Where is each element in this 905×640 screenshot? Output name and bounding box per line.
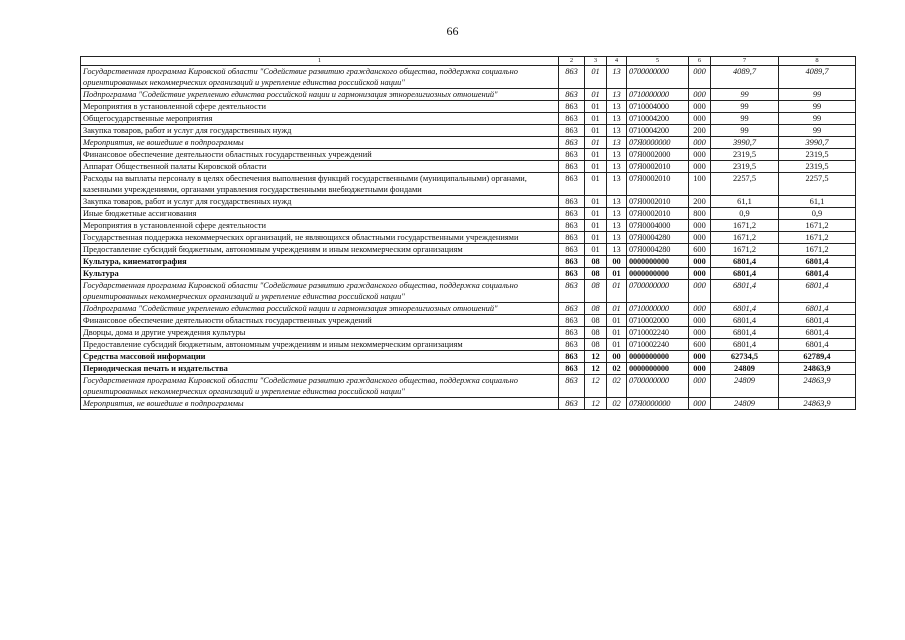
row-target-article-cell: 0710004200 xyxy=(627,125,689,137)
row-subsection-cell: 13 xyxy=(607,161,627,173)
row-name-cell: Государственная поддержка некоммерческих организаций, не являющихся областными государственными учреждениями xyxy=(81,232,559,244)
row-target-article-cell: 07Я0002010 xyxy=(627,196,689,208)
budget-table xyxy=(80,56,856,410)
row-amount-2-cell: 99 xyxy=(779,113,856,125)
table-row xyxy=(81,327,856,339)
row-amount-2-cell: 6801,4 xyxy=(779,268,856,280)
row-admin-code-cell: 863 xyxy=(559,244,585,256)
row-admin-code-cell: 863 xyxy=(559,137,585,149)
row-section-cell: 08 xyxy=(585,315,607,327)
row-admin-code-cell: 863 xyxy=(559,351,585,363)
row-section-cell: 08 xyxy=(585,256,607,268)
row-expense-type-cell: 000 xyxy=(689,66,711,89)
row-amount-1-cell: 99 xyxy=(711,125,779,137)
row-amount-1-cell: 1671,2 xyxy=(711,232,779,244)
table-row xyxy=(81,173,856,196)
row-subsection-cell: 01 xyxy=(607,268,627,280)
row-subsection-cell: 13 xyxy=(607,220,627,232)
header-cell-8: 8 xyxy=(779,57,856,66)
row-section-cell: 01 xyxy=(585,196,607,208)
row-amount-1-cell: 2257,5 xyxy=(711,173,779,196)
row-amount-2-cell: 6801,4 xyxy=(779,280,856,303)
row-amount-1-cell: 2319,5 xyxy=(711,161,779,173)
row-name-cell: Иные бюджетные ассигнования xyxy=(81,208,559,220)
table-row xyxy=(81,208,856,220)
row-section-cell: 01 xyxy=(585,125,607,137)
row-section-cell: 01 xyxy=(585,173,607,196)
row-amount-1-cell: 3990,7 xyxy=(711,137,779,149)
row-target-article-cell: 0710000000 xyxy=(627,89,689,101)
row-section-cell: 01 xyxy=(585,208,607,220)
row-name-cell: Дворцы, дома и другие учреждения культуры xyxy=(81,327,559,339)
row-admin-code-cell: 863 xyxy=(559,101,585,113)
row-subsection-cell: 13 xyxy=(607,173,627,196)
row-section-cell: 01 xyxy=(585,149,607,161)
row-subsection-cell: 01 xyxy=(607,303,627,315)
row-expense-type-cell: 200 xyxy=(689,196,711,208)
row-subsection-cell: 13 xyxy=(607,89,627,101)
page-number: 66 xyxy=(446,24,459,38)
row-amount-1-cell: 6801,4 xyxy=(711,327,779,339)
row-expense-type-cell: 000 xyxy=(689,161,711,173)
row-admin-code-cell: 863 xyxy=(559,89,585,101)
row-amount-2-cell: 99 xyxy=(779,89,856,101)
row-section-cell: 01 xyxy=(585,66,607,89)
row-section-cell: 01 xyxy=(585,101,607,113)
row-name-cell: Предоставление субсидий бюджетным, автономным учреждениям и иным некоммерческим организациям xyxy=(81,244,559,256)
row-amount-1-cell: 24809 xyxy=(711,398,779,410)
row-section-cell: 01 xyxy=(585,232,607,244)
row-section-cell: 12 xyxy=(585,375,607,398)
row-target-article-cell: 07Я0002010 xyxy=(627,208,689,220)
row-amount-2-cell: 2319,5 xyxy=(779,149,856,161)
row-subsection-cell: 00 xyxy=(607,256,627,268)
row-amount-2-cell: 99 xyxy=(779,101,856,113)
row-admin-code-cell: 863 xyxy=(559,208,585,220)
row-name-cell: Подпрограмма "Содействие укреплению единства российской нации и гармонизация этнорелигиозных отношений" xyxy=(81,89,559,101)
row-expense-type-cell: 000 xyxy=(689,101,711,113)
row-expense-type-cell: 000 xyxy=(689,268,711,280)
row-expense-type-cell: 100 xyxy=(689,173,711,196)
row-amount-1-cell: 6801,4 xyxy=(711,303,779,315)
row-amount-1-cell: 6801,4 xyxy=(711,268,779,280)
row-subsection-cell: 13 xyxy=(607,208,627,220)
row-name-cell: Закупка товаров, работ и услуг для государственных нужд xyxy=(81,125,559,137)
row-name-cell: Мероприятия, не вошедшие в подпрограммы xyxy=(81,398,559,410)
header-row xyxy=(81,57,856,66)
row-admin-code-cell: 863 xyxy=(559,256,585,268)
row-expense-type-cell: 000 xyxy=(689,89,711,101)
table-row xyxy=(81,101,856,113)
row-target-article-cell: 0710004200 xyxy=(627,113,689,125)
header-cell-4: 4 xyxy=(607,57,627,66)
row-amount-1-cell: 6801,4 xyxy=(711,280,779,303)
table-row xyxy=(81,66,856,89)
row-admin-code-cell: 863 xyxy=(559,375,585,398)
row-target-article-cell: 07Я0002010 xyxy=(627,173,689,196)
row-amount-1-cell: 6801,4 xyxy=(711,315,779,327)
row-amount-2-cell: 99 xyxy=(779,125,856,137)
row-amount-1-cell: 1671,2 xyxy=(711,220,779,232)
row-amount-2-cell: 24863,9 xyxy=(779,375,856,398)
row-amount-1-cell: 6801,4 xyxy=(711,339,779,351)
row-expense-type-cell: 000 xyxy=(689,303,711,315)
row-name-cell: Финансовое обеспечение деятельности областных государственных учреждений xyxy=(81,315,559,327)
row-admin-code-cell: 863 xyxy=(559,315,585,327)
row-subsection-cell: 01 xyxy=(607,339,627,351)
row-admin-code-cell: 863 xyxy=(559,125,585,137)
row-name-cell: Закупка товаров, работ и услуг для государственных нужд xyxy=(81,196,559,208)
table-row xyxy=(81,220,856,232)
row-target-article-cell: 07Я0002010 xyxy=(627,161,689,173)
row-subsection-cell: 13 xyxy=(607,149,627,161)
row-amount-2-cell: 4089,7 xyxy=(779,66,856,89)
row-amount-1-cell: 61,1 xyxy=(711,196,779,208)
row-subsection-cell: 02 xyxy=(607,375,627,398)
row-admin-code-cell: 863 xyxy=(559,173,585,196)
row-name-cell: Мероприятия в установленной сфере деятельности xyxy=(81,101,559,113)
row-target-article-cell: 0000000000 xyxy=(627,256,689,268)
table-row xyxy=(81,244,856,256)
row-target-article-cell: 0710000000 xyxy=(627,303,689,315)
row-section-cell: 08 xyxy=(585,268,607,280)
row-amount-1-cell: 4089,7 xyxy=(711,66,779,89)
row-amount-1-cell: 2319,5 xyxy=(711,149,779,161)
row-name-cell: Подпрограмма "Содействие укреплению единства российской нации и гармонизация этнорелигиозных отношений" xyxy=(81,303,559,315)
row-target-article-cell: 07Я0000000 xyxy=(627,137,689,149)
row-name-cell: Государственная программа Кировской области "Содействие развитию гражданского общества, поддержка социально ориентированных некоммерческих организаций и укрепление единства российской нации" xyxy=(81,66,559,89)
row-target-article-cell: 0710002000 xyxy=(627,315,689,327)
row-expense-type-cell: 000 xyxy=(689,315,711,327)
table-row xyxy=(81,398,856,410)
row-admin-code-cell: 863 xyxy=(559,149,585,161)
header-cell-5: 5 xyxy=(627,57,689,66)
row-amount-1-cell: 24809 xyxy=(711,375,779,398)
row-subsection-cell: 13 xyxy=(607,66,627,89)
row-expense-type-cell: 000 xyxy=(689,398,711,410)
row-admin-code-cell: 863 xyxy=(559,280,585,303)
row-subsection-cell: 13 xyxy=(607,125,627,137)
row-expense-type-cell: 000 xyxy=(689,149,711,161)
row-expense-type-cell: 000 xyxy=(689,375,711,398)
row-expense-type-cell: 000 xyxy=(689,363,711,375)
row-amount-1-cell: 99 xyxy=(711,113,779,125)
row-amount-2-cell: 3990,7 xyxy=(779,137,856,149)
row-admin-code-cell: 863 xyxy=(559,398,585,410)
row-amount-1-cell: 99 xyxy=(711,101,779,113)
row-admin-code-cell: 863 xyxy=(559,161,585,173)
row-section-cell: 01 xyxy=(585,220,607,232)
table-row xyxy=(81,125,856,137)
table-row xyxy=(81,351,856,363)
row-target-article-cell: 07Я0002000 xyxy=(627,149,689,161)
row-amount-2-cell: 24863,9 xyxy=(779,363,856,375)
row-name-cell: Аппарат Общественной палаты Кировской области xyxy=(81,161,559,173)
table-row xyxy=(81,89,856,101)
row-target-article-cell: 07Я0000000 xyxy=(627,398,689,410)
row-amount-2-cell: 6801,4 xyxy=(779,327,856,339)
row-subsection-cell: 13 xyxy=(607,232,627,244)
row-name-cell: Мероприятия в установленной сфере деятельности xyxy=(81,220,559,232)
row-name-cell: Государственная программа Кировской области "Содействие развитию гражданского общества, поддержка социально ориентированных некоммерческих организаций и укрепление единства российской нации" xyxy=(81,375,559,398)
row-target-article-cell: 0710002240 xyxy=(627,339,689,351)
row-admin-code-cell: 863 xyxy=(559,327,585,339)
row-amount-2-cell: 2319,5 xyxy=(779,161,856,173)
row-amount-2-cell: 0,9 xyxy=(779,208,856,220)
table-row xyxy=(81,363,856,375)
row-amount-2-cell: 6801,4 xyxy=(779,303,856,315)
row-subsection-cell: 13 xyxy=(607,196,627,208)
header-cell-7: 7 xyxy=(711,57,779,66)
row-expense-type-cell: 800 xyxy=(689,208,711,220)
row-expense-type-cell: 000 xyxy=(689,256,711,268)
row-admin-code-cell: 863 xyxy=(559,113,585,125)
row-target-article-cell: 0700000000 xyxy=(627,375,689,398)
row-amount-1-cell: 99 xyxy=(711,89,779,101)
row-name-cell: Средства массовой информации xyxy=(81,351,559,363)
row-target-article-cell: 0000000000 xyxy=(627,351,689,363)
table-row xyxy=(81,375,856,398)
row-expense-type-cell: 000 xyxy=(689,137,711,149)
table-row xyxy=(81,232,856,244)
row-amount-2-cell: 24863,9 xyxy=(779,398,856,410)
table-row xyxy=(81,315,856,327)
row-subsection-cell: 13 xyxy=(607,137,627,149)
table-row xyxy=(81,149,856,161)
row-amount-1-cell: 0,9 xyxy=(711,208,779,220)
row-target-article-cell: 0700000000 xyxy=(627,66,689,89)
row-admin-code-cell: 863 xyxy=(559,363,585,375)
row-target-article-cell: 07Я0004000 xyxy=(627,220,689,232)
row-expense-type-cell: 200 xyxy=(689,125,711,137)
row-subsection-cell: 02 xyxy=(607,398,627,410)
row-admin-code-cell: 863 xyxy=(559,268,585,280)
table-row xyxy=(81,113,856,125)
row-name-cell: Культура xyxy=(81,268,559,280)
row-admin-code-cell: 863 xyxy=(559,196,585,208)
row-target-article-cell: 0700000000 xyxy=(627,280,689,303)
row-name-cell: Мероприятия, не вошедшие в подпрограммы xyxy=(81,137,559,149)
row-name-cell: Периодическая печать и издательства xyxy=(81,363,559,375)
row-expense-type-cell: 600 xyxy=(689,244,711,256)
row-amount-2-cell: 2257,5 xyxy=(779,173,856,196)
row-subsection-cell: 00 xyxy=(607,351,627,363)
row-target-article-cell: 07Я0004280 xyxy=(627,232,689,244)
row-expense-type-cell: 000 xyxy=(689,351,711,363)
row-subsection-cell: 13 xyxy=(607,244,627,256)
row-amount-1-cell: 62734,5 xyxy=(711,351,779,363)
row-subsection-cell: 01 xyxy=(607,315,627,327)
row-admin-code-cell: 863 xyxy=(559,232,585,244)
table-row xyxy=(81,268,856,280)
row-expense-type-cell: 000 xyxy=(689,327,711,339)
row-name-cell: Культура, кинематография xyxy=(81,256,559,268)
row-target-article-cell: 0000000000 xyxy=(627,268,689,280)
row-expense-type-cell: 000 xyxy=(689,113,711,125)
row-subsection-cell: 01 xyxy=(607,327,627,339)
budget-body xyxy=(81,66,856,410)
row-name-cell: Финансовое обеспечение деятельности областных государственных учреждений xyxy=(81,149,559,161)
row-name-cell: Государственная программа Кировской области "Содействие развитию гражданского общества, поддержка социально ориентированных некоммерческих организаций и укрепление единства российской нации" xyxy=(81,280,559,303)
row-section-cell: 08 xyxy=(585,303,607,315)
row-section-cell: 01 xyxy=(585,161,607,173)
row-expense-type-cell: 000 xyxy=(689,280,711,303)
row-target-article-cell: 0710002240 xyxy=(627,327,689,339)
table-row xyxy=(81,256,856,268)
header-cell-1: 1 xyxy=(81,57,559,66)
header-cell-2: 2 xyxy=(559,57,585,66)
row-admin-code-cell: 863 xyxy=(559,303,585,315)
header-cell-6: 6 xyxy=(689,57,711,66)
table-row xyxy=(81,339,856,351)
row-target-article-cell: 0710004000 xyxy=(627,101,689,113)
table-row xyxy=(81,161,856,173)
row-expense-type-cell: 600 xyxy=(689,339,711,351)
row-amount-2-cell: 62789,4 xyxy=(779,351,856,363)
row-amount-2-cell: 1671,2 xyxy=(779,232,856,244)
row-amount-1-cell: 24809 xyxy=(711,363,779,375)
row-admin-code-cell: 863 xyxy=(559,66,585,89)
table-row xyxy=(81,303,856,315)
row-expense-type-cell: 000 xyxy=(689,232,711,244)
row-subsection-cell: 13 xyxy=(607,101,627,113)
row-name-cell: Общегосударственные мероприятия xyxy=(81,113,559,125)
row-section-cell: 01 xyxy=(585,113,607,125)
row-section-cell: 12 xyxy=(585,363,607,375)
row-amount-1-cell: 6801,4 xyxy=(711,256,779,268)
table-row xyxy=(81,137,856,149)
row-amount-2-cell: 6801,4 xyxy=(779,339,856,351)
row-section-cell: 08 xyxy=(585,280,607,303)
table-row xyxy=(81,196,856,208)
row-amount-2-cell: 1671,2 xyxy=(779,244,856,256)
table-row xyxy=(81,280,856,303)
row-admin-code-cell: 863 xyxy=(559,339,585,351)
row-amount-2-cell: 61,1 xyxy=(779,196,856,208)
row-name-cell: Расходы на выплаты персоналу в целях обеспечения выполнения функций государственными (муниципальными) органами, казенными учреждениями, органами управления государственными внебюджетными фондами xyxy=(81,173,559,196)
row-section-cell: 12 xyxy=(585,351,607,363)
row-section-cell: 12 xyxy=(585,398,607,410)
row-expense-type-cell: 000 xyxy=(689,220,711,232)
row-section-cell: 01 xyxy=(585,89,607,101)
row-target-article-cell: 0000000000 xyxy=(627,363,689,375)
row-amount-2-cell: 6801,4 xyxy=(779,315,856,327)
row-amount-2-cell: 6801,4 xyxy=(779,256,856,268)
row-section-cell: 01 xyxy=(585,244,607,256)
row-subsection-cell: 02 xyxy=(607,363,627,375)
row-target-article-cell: 07Я0004280 xyxy=(627,244,689,256)
row-section-cell: 01 xyxy=(585,137,607,149)
row-amount-2-cell: 1671,2 xyxy=(779,220,856,232)
header-cell-3: 3 xyxy=(585,57,607,66)
row-amount-1-cell: 1671,2 xyxy=(711,244,779,256)
row-section-cell: 08 xyxy=(585,339,607,351)
row-name-cell: Предоставление субсидий бюджетным, автономным учреждениям и иным некоммерческим организациям xyxy=(81,339,559,351)
row-admin-code-cell: 863 xyxy=(559,220,585,232)
row-subsection-cell: 01 xyxy=(607,280,627,303)
row-subsection-cell: 13 xyxy=(607,113,627,125)
row-section-cell: 08 xyxy=(585,327,607,339)
